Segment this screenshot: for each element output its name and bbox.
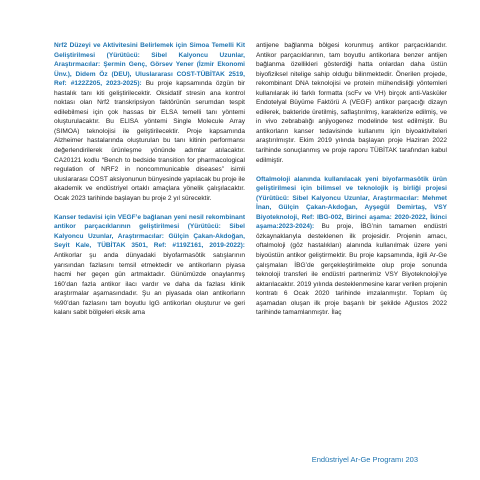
project-vegf-continued-paragraph <box>256 41 447 165</box>
page-number: 203 <box>405 455 418 464</box>
project-nrf2-body: Bu proje kapsamında özgün bir hastalık tanı kiti geliştirilecektir. Oksidatif stresin ana kontrol noktası olan Nrf2 transkripsiyon faktörünün serumdan tespit edilebilmesi için çok hassas bir ELSA temelli tanı yöntemi oluşturulacaktır. Bu ELISA yöntemi Single Molecule Array (SIMOA) teknolojisi ile geliştirilecektir. Proje kapsamında Alzheimer hastalarında oluşturulan bu tanı kitinin performansı değerlendirilerek ürünleşme yönünde adımlar atılacaktır. CA20121 kodlu “Bench to bedside transition for pharmacological regulation of NRF2 in noncommunicable diseases” isimli uluslararası COST aksiyonunun bünyesinde yapılacak bu proje ile akademik ve endüstriyel ortaklı amaçlara yönelik çalışılacaktır. Ocak 2023 tarihinde başlayan bu proje 2 yıl sürecektir. <box>54 80 245 202</box>
project-ophthalmology-heading: Oftalmoloji alanında kullanılacak yeni biyofarmasötik ürün geliştirilmesi için bilimsel ve teknolojik iş birliği projesi (Yürütücü: Sibel Kalyoncu Uzunlar, Araştırmacılar: Mehmet İnan, Gülçin Çakan-Akdoğan, Ayşegül Demirtaş, VSY Biyoteknoloji, Ref: IBG-002, Birinci aşama: 2020-2022, İkinci aşama:2023-2024): <box>256 175 447 231</box>
right-column <box>256 41 447 318</box>
project-vegf-continued-body: antijene bağlanma bölgesi korunmuş antikor parçacıklarıdır. Antikor parçacıklarının, tam boyutlu antikorlara benzer antijen bağlanma özellikleri gösterdiği hatta onlardan daha üstün biyofiziksel nitelige sahip olduğu bilinmektedir. Önerilen projede, rekombinant DNA teknolojisi ve protein mühendisliği yöntemleri kullanılarak iki farklı formatta (scFv ve VH) birçok anti-Vasküler Endotelyal Büyüme Faktörü A (VEGF) antikor parçacığı dizayn edilerek, bakteride üretilmiş, saflaştırılmış, karakterize edilmiş, ve in vivo zebrabalığı anjiyogenez modelinde test edilmiştir. Bu antikorların kanser tedavisinde kullanımı için biyoaktiviteleri araştırılmıştır. Ekim 2019 yılında başlayan proje Haziran 2022 tarihinde sonuçlanmış ve proje raporu TÜBİTAK tarafından kabul edilmiştir. <box>256 42 447 164</box>
project-ophthalmology-body: Bu proje, İBG’nin tamamen endüstri özkaynaklarıyla desteklenen ilk projesidir. Projenin amacı, oftalmoloji (göz hastalıkları) alanında kullanılmak üzere yeni biyoüstün antikor geliştirmektir. Bu proje kapsamında, ilgili Ar-Ge çalışmaları İBG’de gerçekleştirilmekte olup proje sonunda teknoloji transferi ile endüstri partnerimiz VSY Biyoteknoloji’ye aktarılacaktır. 2019 yılında desteklenmesine karar verilen projenin kontratı 6 Ocak 2020 tarihinde imzalanmıştır. Toplam üç aşamadan oluşan ilk proje başarılı bir şekilde Ağustos 2022 tarihinde tamamlanmıştır. İlaç <box>256 223 447 317</box>
page-footer <box>312 455 418 464</box>
project-vegf-heading: Kanser tedavisi için VEGF’e bağlanan yeni nesil rekombinant antikor parçacıklarının geliştirilmesi (Yürütücü: Sibel Kalyoncu Uzunlar, Araştırmacılar: Gülçin Çakan-Akdoğan, Seyit Kale, TÜBİTAK 3501, Ref: #119Z161, 2019-2022): <box>54 213 245 250</box>
project-nrf2-paragraph <box>54 41 245 203</box>
left-column <box>54 41 245 318</box>
project-nrf2-heading: Nrf2 Düzeyi ve Aktivitesini Belirlemek için Simoa Temelli Kit Geliştirilmesi (Yürütücü: Sibel Kalyoncu Uzunlar, Araştırmacılar: Şermin Genç, Görsev Yener (İzmir Ekonomi Ünv.), Didem Öz (DEU), Uluslararası COST-TÜBİTAK 2519, Ref: #122Z205, 2023-2025): <box>54 42 245 88</box>
footer-section-title: Endüstriyel Ar-Ge Programı <box>311 455 404 464</box>
project-vegf-body: Antikorlar şu anda dünyadaki biyofarmasötik satışlarının yarısından fazlasını temsil etmektedir ve antikorların piyasa hacmi her geçen gün artmaktadır. Günümüzde onaylanmış 160’dan fazla antikor ilacı vardır ve daha da fazlası klinik araştırmalar aşamasındadır. Şu an piyasada olan antikorların %90’dan fazlasını tam boyutlu IgG antikorları oluşturur ve geri kalanı sabit bölgeleri eksik ama <box>54 251 245 317</box>
project-vegf-paragraph <box>54 213 245 318</box>
project-ophthalmology-paragraph <box>256 175 447 318</box>
